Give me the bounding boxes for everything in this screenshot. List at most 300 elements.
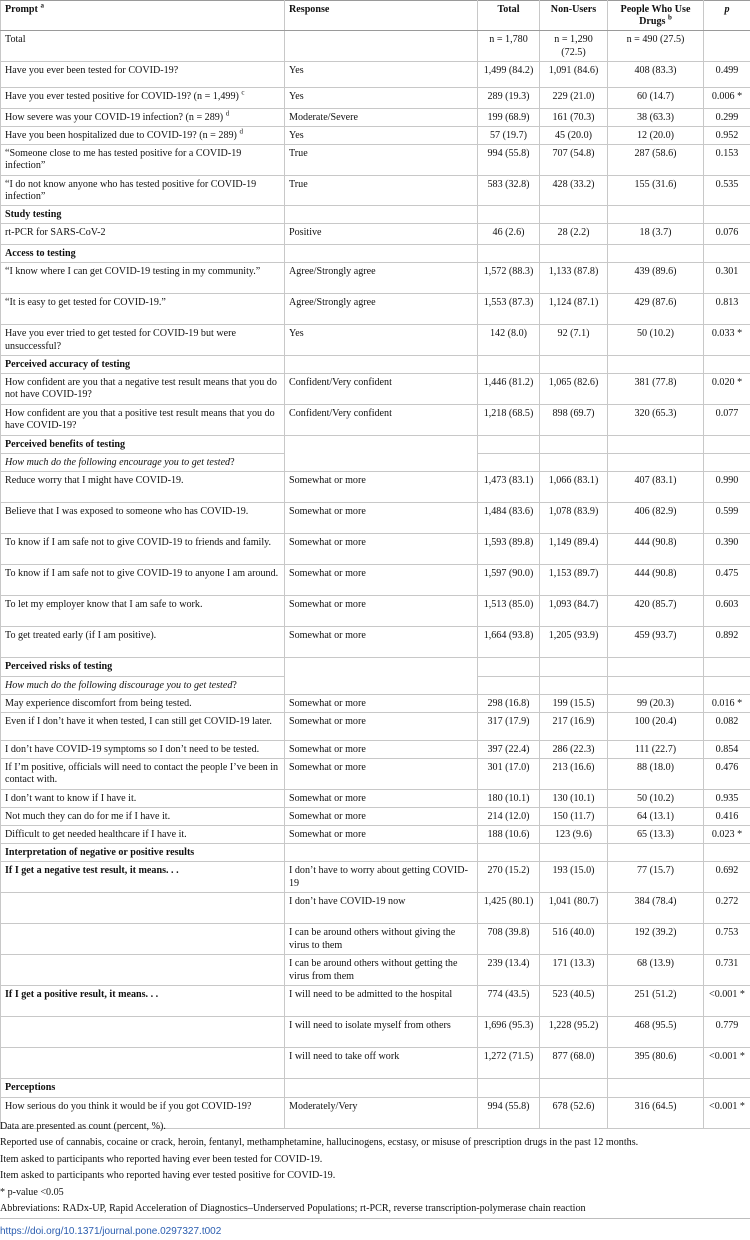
nonusers-cell xyxy=(540,759,608,789)
nonusers-cell-text: 678 (52.6) xyxy=(552,1100,595,1112)
prompt-cell xyxy=(1,565,285,596)
total-cell-text: 1,473 (83.1) xyxy=(483,475,534,487)
response-cell xyxy=(285,405,478,436)
response-cell-text: Agree/Strongly agree xyxy=(289,266,376,278)
table-row xyxy=(1,534,750,565)
nonusers-cell-text: 1,205 (93.9) xyxy=(548,630,599,642)
response-cell xyxy=(285,741,478,759)
total-cell xyxy=(478,145,540,175)
table-row xyxy=(1,31,750,61)
pwud-cell-text: 12 (20.0) xyxy=(636,130,674,142)
pwud-cell-text: 18 (3.7) xyxy=(639,227,672,239)
empty-cell xyxy=(704,436,750,454)
response-cell xyxy=(285,986,478,1017)
table-row xyxy=(1,108,750,126)
prompt-cell xyxy=(1,862,285,893)
empty-cell xyxy=(704,245,750,263)
total-cell xyxy=(478,31,540,61)
total-cell-text: 1,553 (87.3) xyxy=(483,297,534,309)
p-value-cell-text: 0.692 xyxy=(715,865,739,877)
response-cell-text: I will need to isolate myself from others xyxy=(289,1020,451,1032)
p-value-cell xyxy=(704,31,750,61)
response-cell xyxy=(285,893,478,924)
response-cell xyxy=(285,694,478,712)
prompt-cell-text: Reduce worry that I might have COVID-19. xyxy=(5,475,184,487)
pwud-cell-text: 111 (22.7) xyxy=(634,744,677,756)
total-cell xyxy=(478,224,540,245)
pwud-cell-text: 381 (77.8) xyxy=(634,377,677,389)
response-cell xyxy=(285,294,478,325)
total-cell xyxy=(478,325,540,355)
nonusers-cell xyxy=(540,325,608,355)
total-cell xyxy=(478,741,540,759)
total-cell-text: 1,484 (83.6) xyxy=(483,506,534,518)
nonusers-cell-text: 898 (69.7) xyxy=(552,408,595,420)
response-cell-text: Somewhat or more xyxy=(289,506,366,518)
p-value-cell xyxy=(704,1017,750,1048)
nonusers-cell-text: 193 (15.0) xyxy=(552,865,595,877)
nonusers-cell xyxy=(540,713,608,741)
nonusers-cell xyxy=(540,61,608,87)
total-cell-text: 180 (10.1) xyxy=(487,792,530,804)
prompt-cell xyxy=(1,627,285,658)
p-value-cell xyxy=(704,294,750,325)
p-value-cell-text: 0.390 xyxy=(715,537,739,549)
p-value-cell xyxy=(704,263,750,294)
table-row xyxy=(1,565,750,596)
pwud-cell xyxy=(608,955,704,986)
col-header-total: Total xyxy=(478,1,540,31)
response-cell xyxy=(285,789,478,807)
p-value-cell-text: 0.779 xyxy=(715,1020,739,1032)
p-value-cell xyxy=(704,789,750,807)
prompt-cell-text: If I get a negative test result, it means. . . xyxy=(5,865,179,877)
nonusers-cell xyxy=(540,862,608,893)
total-cell-text: 199 (68.9) xyxy=(487,111,530,123)
response-cell-text: I can be around others without getting the virus from them xyxy=(289,958,458,982)
response-cell xyxy=(285,263,478,294)
nonusers-cell-text: 199 (15.5) xyxy=(552,697,595,709)
table-row xyxy=(1,596,750,627)
p-value-cell-text: <0.001 * xyxy=(709,1100,745,1112)
pwud-cell xyxy=(608,694,704,712)
footnote-marker: d xyxy=(225,109,230,118)
p-value-cell xyxy=(704,224,750,245)
nonusers-cell-text: 45 (20.0) xyxy=(554,130,592,142)
table-row xyxy=(1,175,750,205)
nonusers-cell xyxy=(540,405,608,436)
total-cell xyxy=(478,826,540,844)
total-cell xyxy=(478,294,540,325)
pwud-cell-text: 77 (15.7) xyxy=(636,865,674,877)
pwud-cell-text: 38 (63.3) xyxy=(636,111,674,123)
pwud-cell xyxy=(608,893,704,924)
p-value-cell xyxy=(704,534,750,565)
prompt-cell-text: Difficult to get needed healthcare if I have it. xyxy=(5,829,187,841)
table-row xyxy=(1,826,750,844)
footnote-marker: d xyxy=(239,127,243,136)
p-value-cell xyxy=(704,924,750,955)
pwud-cell xyxy=(608,224,704,245)
total-cell-text: 239 (13.4) xyxy=(487,958,530,970)
p-value-cell-text: <0.001 * xyxy=(709,989,745,1001)
nonusers-cell-text: n = 1,290 (72.5) xyxy=(554,34,593,58)
p-value-cell xyxy=(704,596,750,627)
col-header-prompt: Prompt $^a$ xyxy=(1,1,285,31)
nonusers-cell-text: 523 (40.5) xyxy=(552,989,595,1001)
pwud-cell xyxy=(608,127,704,145)
total-cell-text: 214 (12.0) xyxy=(487,810,530,822)
prompt-cell xyxy=(1,87,285,108)
footnote: Item asked to participants who reported having ever tested positive for COVID-19. xyxy=(0,1170,336,1182)
response-cell xyxy=(285,759,478,789)
prompt-cell xyxy=(1,127,285,145)
prompt-cell-text: To get treated early (if I am positive). xyxy=(5,630,157,642)
response-cell xyxy=(285,596,478,627)
total-cell xyxy=(478,87,540,108)
total-cell-text: 1,696 (95.3) xyxy=(483,1020,534,1032)
subheading xyxy=(1,454,285,472)
footnote: Data are presented as count (percent, %). xyxy=(0,1121,166,1132)
nonusers-cell-text: 1,133 (87.8) xyxy=(548,266,599,278)
table-row xyxy=(1,325,750,355)
empty-cell xyxy=(285,245,478,263)
prompt-cell xyxy=(1,759,285,789)
response-cell xyxy=(285,713,478,741)
footnote: * p-value <0.05 xyxy=(0,1186,64,1198)
total-cell-text: 583 (32.8) xyxy=(487,178,530,190)
response-cell-text: Somewhat or more xyxy=(289,829,366,841)
nonusers-cell-text: 213 (16.6) xyxy=(552,762,595,774)
empty-cell xyxy=(704,206,750,224)
nonusers-cell xyxy=(540,1048,608,1079)
response-cell xyxy=(285,534,478,565)
response-cell xyxy=(285,955,478,986)
subheading-text: How much do the following encourage you to get tested xyxy=(5,457,231,469)
table-row xyxy=(1,955,750,986)
response-cell-text: I will need to take off work xyxy=(289,1051,400,1063)
pwud-cell xyxy=(608,175,704,205)
nonusers-cell xyxy=(540,175,608,205)
total-cell-text: 774 (43.5) xyxy=(487,989,530,1001)
pwud-cell xyxy=(608,374,704,405)
p-value-cell xyxy=(704,87,750,108)
p-value-cell xyxy=(704,826,750,844)
table-row xyxy=(1,924,750,955)
prompt-cell-text: Have you ever been tested for COVID-19? xyxy=(5,64,179,76)
p-value-cell xyxy=(704,325,750,355)
response-cell xyxy=(285,61,478,87)
pwud-cell-text: 408 (83.3) xyxy=(634,64,677,76)
empty-cell xyxy=(540,454,608,472)
pwud-cell-text: 407 (83.1) xyxy=(634,475,677,487)
empty-cell xyxy=(540,245,608,263)
prompt-cell-text: “It is easy to get tested for COVID-19.” xyxy=(5,297,166,309)
prompt-cell-text: To let my employer know that I am safe to work. xyxy=(5,599,203,611)
table-row xyxy=(1,405,750,436)
empty-cell xyxy=(478,454,540,472)
pwud-cell-text: 406 (82.9) xyxy=(634,506,677,518)
prompt-cell-text: I don’t have COVID-19 symptoms so I don’t need to be tested. xyxy=(5,744,260,756)
table-row xyxy=(1,713,750,741)
prompt-cell xyxy=(1,108,285,126)
subheading xyxy=(1,676,285,694)
nonusers-cell xyxy=(540,374,608,405)
response-cell xyxy=(285,224,478,245)
response-cell xyxy=(285,472,478,503)
total-cell-text: 1,425 (80.1) xyxy=(483,896,534,908)
pwud-cell-text: 395 (80.6) xyxy=(634,1051,677,1063)
total-cell-text: 1,597 (90.0) xyxy=(483,568,534,580)
nonusers-cell-text: 1,078 (83.9) xyxy=(548,506,599,518)
total-cell-text: 1,593 (89.8) xyxy=(483,537,534,549)
table-row xyxy=(1,789,750,807)
nonusers-cell xyxy=(540,108,608,126)
response-cell-text: Yes xyxy=(289,130,304,142)
prompt-cell-text: To know if I am safe not to give COVID-19 to anyone I am around. xyxy=(5,568,279,580)
total-cell xyxy=(478,986,540,1017)
pwud-cell-text: 155 (31.6) xyxy=(634,178,677,190)
nonusers-cell-text: 1,149 (89.4) xyxy=(548,537,599,549)
p-value-cell xyxy=(704,627,750,658)
total-cell-text: 57 (19.7) xyxy=(489,130,527,142)
p-value-cell-text: 0.299 xyxy=(715,111,739,123)
empty-cell xyxy=(608,245,704,263)
total-cell xyxy=(478,263,540,294)
pwud-cell-text: 192 (39.2) xyxy=(634,927,677,939)
response-cell-text: I don’t have to worry about getting COVID-19 xyxy=(289,865,468,889)
table-row xyxy=(1,87,750,108)
total-cell xyxy=(478,627,540,658)
section-row xyxy=(1,206,750,224)
nonusers-cell xyxy=(540,789,608,807)
table-row xyxy=(1,127,750,145)
response-cell xyxy=(285,127,478,145)
col-header-p: p xyxy=(704,1,750,31)
response-cell xyxy=(285,325,478,355)
response-cell-text: Somewhat or more xyxy=(289,697,366,709)
nonusers-cell xyxy=(540,826,608,844)
empty-cell xyxy=(608,844,704,862)
section-heading: Perceived risks of testing xyxy=(1,658,285,676)
pwud-cell xyxy=(608,294,704,325)
pwud-cell xyxy=(608,31,704,61)
nonusers-cell xyxy=(540,694,608,712)
empty-cell xyxy=(478,676,540,694)
footnote: Item asked to participants who reported having ever been tested for COVID-19. xyxy=(0,1153,323,1165)
response-cell xyxy=(285,108,478,126)
prompt-cell xyxy=(1,224,285,245)
table-row xyxy=(1,694,750,712)
nonusers-cell-text: 707 (54.8) xyxy=(552,148,595,160)
col-header-response: Response xyxy=(285,1,478,31)
total-cell xyxy=(478,807,540,825)
empty-cell xyxy=(540,676,608,694)
p-value-cell xyxy=(704,1048,750,1079)
response-cell xyxy=(285,374,478,405)
prompt-cell xyxy=(1,263,285,294)
nonusers-cell-text: 1,228 (95.2) xyxy=(548,1020,599,1032)
p-value-cell-text: 0.076 xyxy=(715,227,739,239)
prompt-cell xyxy=(1,1017,285,1048)
p-value-cell xyxy=(704,127,750,145)
response-cell-text: Somewhat or more xyxy=(289,762,366,774)
p-value-cell-text: 0.023 * xyxy=(711,829,743,841)
total-cell-text: 1,572 (88.3) xyxy=(483,266,534,278)
response-cell-text: Yes xyxy=(289,90,304,102)
prompt-cell xyxy=(1,826,285,844)
total-cell xyxy=(478,175,540,205)
nonusers-cell-text: 130 (10.1) xyxy=(552,792,595,804)
pwud-cell xyxy=(608,61,704,87)
section-row xyxy=(1,245,750,263)
prompt-cell-text: “I do not know anyone who has tested positive for COVID-19 infection” xyxy=(5,178,257,202)
nonusers-cell xyxy=(540,986,608,1017)
prompt-cell-text: To know if I am safe not to give COVID-19 to friends and family. xyxy=(5,537,272,549)
empty-cell xyxy=(478,355,540,373)
nonusers-cell xyxy=(540,31,608,61)
response-cell xyxy=(285,807,478,825)
p-value-cell-text: 0.476 xyxy=(715,762,739,774)
prompt-cell-text: Have you ever tried to get tested for COVID-19 but were unsuccessful? xyxy=(5,328,236,352)
prompt-cell xyxy=(1,325,285,355)
p-value-cell-text: 0.599 xyxy=(715,506,739,518)
pwud-cell xyxy=(608,325,704,355)
total-cell-text: 1,272 (71.5) xyxy=(483,1051,534,1063)
pwud-cell-text: 429 (87.6) xyxy=(634,297,677,309)
prompt-cell-text: How severe was your COVID-19 infection? (n = 289) xyxy=(5,111,224,123)
table-row xyxy=(1,1017,750,1048)
subheading-text: How much do the following discourage you to get tested xyxy=(5,679,233,691)
nonusers-cell xyxy=(540,224,608,245)
pwud-cell-text: 320 (65.3) xyxy=(634,408,677,420)
nonusers-cell-text: 1,153 (89.7) xyxy=(548,568,599,580)
response-cell-text: Somewhat or more xyxy=(289,568,366,580)
empty-cell xyxy=(478,844,540,862)
p-value-cell-text: 0.854 xyxy=(715,744,739,756)
nonusers-cell xyxy=(540,87,608,108)
doi-link[interactable]: https://doi.org/10.1371/journal.pone.0297327.t002 xyxy=(0,1226,222,1237)
total-cell-text: 397 (22.4) xyxy=(487,744,530,756)
p-value-cell-text: 0.033 * xyxy=(711,328,743,340)
prompt-cell-text: Have you been hospitalized due to COVID-19? (n = 289) xyxy=(5,130,237,142)
pwud-cell-text: 287 (58.6) xyxy=(634,148,677,160)
total-cell-text: 317 (17.9) xyxy=(487,716,530,728)
total-cell-text: 1,446 (81.2) xyxy=(483,377,534,389)
p-value-cell-text: 0.077 xyxy=(715,408,739,420)
nonusers-cell-text: 28 (2.2) xyxy=(557,227,590,239)
nonusers-cell-text: 1,093 (84.7) xyxy=(548,599,599,611)
response-cell xyxy=(285,924,478,955)
p-value-cell-text: 0.499 xyxy=(715,64,739,76)
p-value-cell xyxy=(704,108,750,126)
empty-cell xyxy=(540,658,608,676)
p-value-cell xyxy=(704,175,750,205)
empty-cell xyxy=(608,436,704,454)
p-value-cell-text: 0.813 xyxy=(715,297,739,309)
prompt-cell xyxy=(1,789,285,807)
pwud-cell-text: n = 490 (27.5) xyxy=(626,34,685,46)
response-cell xyxy=(285,145,478,175)
empty-cell xyxy=(285,206,478,224)
table-row xyxy=(1,145,750,175)
total-cell xyxy=(478,405,540,436)
total-cell xyxy=(478,924,540,955)
response-cell xyxy=(285,175,478,205)
nonusers-cell-text: 229 (21.0) xyxy=(552,90,595,102)
table-row xyxy=(1,986,750,1017)
prompt-cell-text: How confident are you that a positive test result means that you do have COVID-19? xyxy=(5,408,275,432)
response-cell-text: Somewhat or more xyxy=(289,744,366,756)
table-row xyxy=(1,1048,750,1079)
response-cell-text: Somewhat or more xyxy=(289,537,366,549)
pwud-cell xyxy=(608,1048,704,1079)
total-cell xyxy=(478,955,540,986)
pwud-cell-text: 50 (10.2) xyxy=(636,792,674,804)
nonusers-cell-text: 123 (9.6) xyxy=(554,829,592,841)
pwud-cell xyxy=(608,741,704,759)
response-cell-text: Somewhat or more xyxy=(289,475,366,487)
pwud-cell-text: 60 (14.7) xyxy=(636,90,674,102)
pwud-cell xyxy=(608,862,704,893)
prompt-cell xyxy=(1,145,285,175)
section-heading: Perceptions xyxy=(1,1079,285,1097)
table-row xyxy=(1,741,750,759)
pwud-cell-text: 439 (89.6) xyxy=(634,266,677,278)
total-cell-text: 994 (55.8) xyxy=(487,148,530,160)
footnote: Reported use of cannabis, cocaine or crack, heroin, fentanyl, methamphetamine, hallucinogens, ecstasy, or misuse of prescription drugs in the past 12 months. xyxy=(0,1137,639,1149)
empty-cell xyxy=(704,355,750,373)
pwud-cell xyxy=(608,87,704,108)
total-cell xyxy=(478,108,540,126)
p-value-cell-text: 0.603 xyxy=(715,599,739,611)
prompt-cell xyxy=(1,741,285,759)
p-value-cell xyxy=(704,807,750,825)
p-value-cell xyxy=(704,503,750,534)
p-value-cell xyxy=(704,893,750,924)
table-row xyxy=(1,807,750,825)
pwud-cell-text: 384 (78.4) xyxy=(634,896,677,908)
prompt-cell-text: Believe that I was exposed to someone who has COVID-19. xyxy=(5,506,249,518)
response-cell xyxy=(285,826,478,844)
empty-cell xyxy=(540,436,608,454)
section-heading: Perceived accuracy of testing xyxy=(1,355,285,373)
pwud-cell-text: 468 (95.5) xyxy=(634,1020,677,1032)
response-cell-text: I can be around others without giving the virus to them xyxy=(289,927,456,951)
pwud-cell xyxy=(608,596,704,627)
p-value-cell-text: 0.952 xyxy=(715,130,739,142)
subheading-mark: ? xyxy=(230,457,235,469)
total-cell xyxy=(478,789,540,807)
total-cell xyxy=(478,472,540,503)
pwud-cell xyxy=(608,263,704,294)
response-cell xyxy=(285,627,478,658)
pwud-cell xyxy=(608,534,704,565)
pwud-cell-text: 316 (64.5) xyxy=(634,1100,677,1112)
total-cell xyxy=(478,61,540,87)
total-cell-text: 46 (2.6) xyxy=(492,227,525,239)
response-cell-text: Moderate/Severe xyxy=(289,111,358,123)
total-cell xyxy=(478,565,540,596)
prompt-cell-text: Total xyxy=(5,34,26,46)
empty-cell xyxy=(608,676,704,694)
pwud-cell xyxy=(608,924,704,955)
prompt-cell-text: “I know where I can get COVID-19 testing in my community.” xyxy=(5,266,261,278)
table-row xyxy=(1,503,750,534)
response-cell-text: Yes xyxy=(289,64,304,76)
response-cell xyxy=(285,31,478,61)
p-value-cell-text: 0.016 * xyxy=(711,697,743,709)
